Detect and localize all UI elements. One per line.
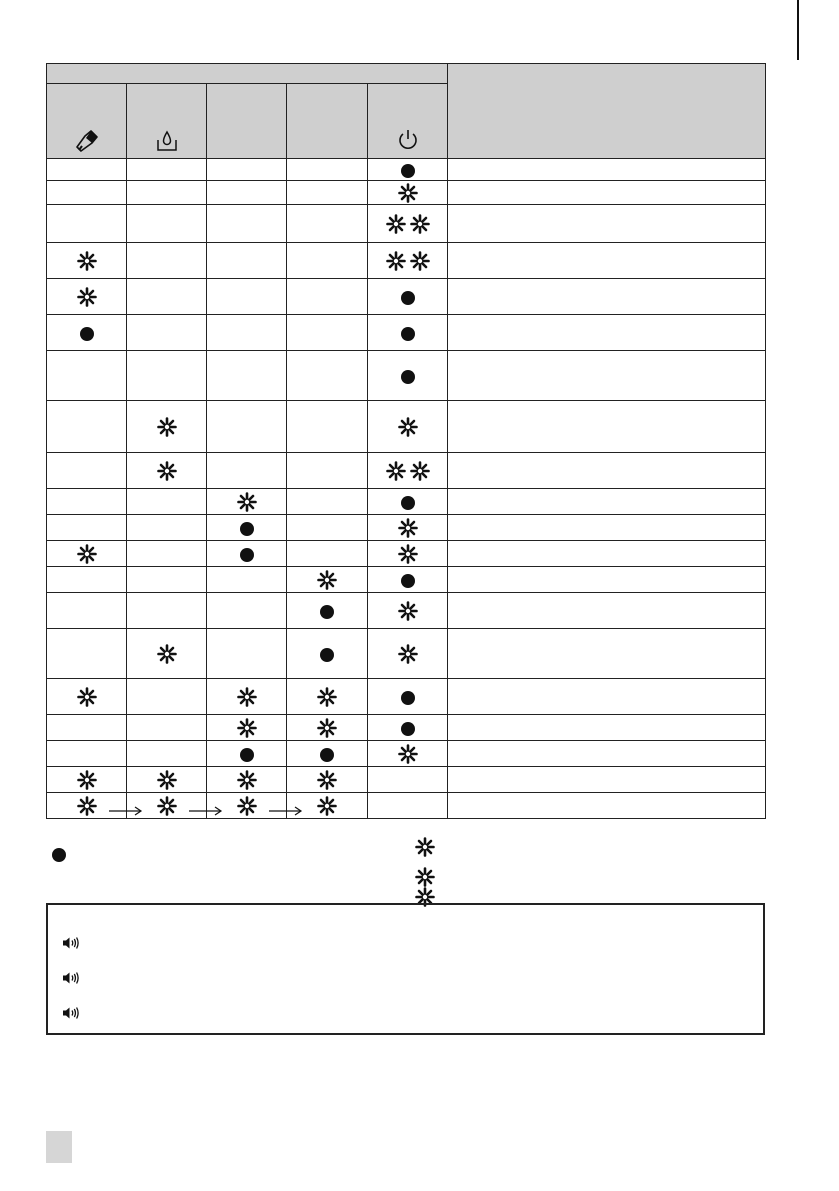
header-power — [368, 84, 448, 159]
indicator-cell — [368, 351, 448, 401]
indicator-cell — [368, 679, 448, 715]
indicator-cell — [47, 593, 127, 629]
dot-on-icon — [240, 548, 254, 562]
description-cell — [448, 629, 766, 679]
indicator-cell — [47, 243, 127, 279]
indicator-cell — [47, 515, 127, 541]
legend-flashing — [415, 836, 435, 857]
indicator-cell — [368, 741, 448, 767]
indicator-cell — [207, 541, 287, 567]
sound-icon — [62, 935, 80, 954]
indicator-cell — [47, 181, 127, 205]
indicator-cell — [207, 453, 287, 489]
indicator-cell — [287, 279, 368, 315]
indicator-cell — [207, 715, 287, 741]
table-row — [47, 593, 766, 629]
dot-on-icon — [80, 327, 94, 341]
flashing-icon — [317, 796, 337, 816]
indicator-cell — [368, 541, 448, 567]
indicator-cell — [127, 741, 207, 767]
indicator-cell — [127, 515, 207, 541]
indicator-cell — [368, 279, 448, 315]
indicator-cell — [127, 279, 207, 315]
table-row — [47, 629, 766, 679]
rinse-aid-icon — [74, 128, 100, 152]
fast-flashing-icon — [410, 214, 430, 234]
description-cell — [448, 489, 766, 515]
table-row — [47, 515, 766, 541]
indicator-cell — [287, 205, 368, 243]
dot-on-icon — [401, 370, 415, 384]
description-cell — [448, 159, 766, 181]
dot-on-icon — [401, 496, 415, 510]
indicator-cell — [47, 159, 127, 181]
arrow-icon — [269, 801, 303, 811]
indicator-cell — [47, 629, 127, 679]
indicator-cell — [207, 279, 287, 315]
table-row — [47, 401, 766, 453]
sound-notes-box — [46, 903, 765, 1035]
description-cell — [448, 741, 766, 767]
indicator-cell — [368, 793, 448, 819]
flashing-icon — [157, 770, 177, 790]
indicator-cell — [207, 243, 287, 279]
indicator-cell — [207, 629, 287, 679]
fast-flashing-icon — [386, 251, 406, 271]
table-row — [47, 279, 766, 315]
description-cell — [448, 793, 766, 819]
table-row — [47, 159, 766, 181]
indicator-cell — [47, 679, 127, 715]
indicator-cell — [287, 715, 368, 741]
description-cell — [448, 767, 766, 793]
indicator-cell — [287, 767, 368, 793]
indicator-cell — [287, 567, 368, 593]
description-cell — [448, 351, 766, 401]
indicator-cell — [47, 489, 127, 515]
flashing-icon — [157, 796, 177, 816]
description-cell — [448, 315, 766, 351]
indicator-cell — [368, 181, 448, 205]
indicator-cell — [368, 489, 448, 515]
table-row — [47, 351, 766, 401]
table-row — [47, 453, 766, 489]
indicator-cell — [368, 629, 448, 679]
indicator-cell — [127, 715, 207, 741]
flashing-icon — [398, 544, 418, 564]
fast-flashing-icon — [410, 251, 430, 271]
table-row — [47, 181, 766, 205]
description-cell — [448, 679, 766, 715]
indicator-cell — [47, 567, 127, 593]
description-cell — [448, 515, 766, 541]
indicator-cell — [127, 629, 207, 679]
cut-line — [797, 0, 799, 60]
indicator-cell — [287, 315, 368, 351]
indicator-cell — [127, 541, 207, 567]
header-col-3 — [207, 84, 287, 159]
description-cell — [448, 593, 766, 629]
indicator-table — [46, 63, 766, 819]
indicator-cell — [127, 159, 207, 181]
indicator-cell — [368, 593, 448, 629]
indicator-cell — [47, 767, 127, 793]
arrow-icon — [189, 801, 223, 811]
flashing-icon — [157, 417, 177, 437]
dot-on-icon — [401, 722, 415, 736]
dot-on-icon — [320, 605, 334, 619]
flashing-icon — [77, 770, 97, 790]
table-row — [47, 741, 766, 767]
dot-on-icon — [320, 748, 334, 762]
indicator-cell — [207, 315, 287, 351]
indicator-cell — [47, 205, 127, 243]
indicator-cell — [47, 401, 127, 453]
flashing-icon — [157, 644, 177, 664]
sound-icon — [62, 1005, 80, 1024]
indicator-cell — [368, 515, 448, 541]
description-cell — [448, 205, 766, 243]
flashing-icon — [237, 687, 257, 707]
flashing-icon — [77, 544, 97, 564]
indicator-cell — [207, 401, 287, 453]
description-cell — [448, 567, 766, 593]
indicator-header — [47, 64, 448, 84]
flashing-icon — [317, 718, 337, 738]
indicator-cell — [287, 541, 368, 567]
table-row — [47, 793, 766, 819]
indicator-cell — [287, 401, 368, 453]
flashing-icon — [317, 687, 337, 707]
indicator-cell — [47, 315, 127, 351]
flashing-icon — [415, 837, 435, 857]
indicator-cell — [207, 767, 287, 793]
fast-flashing-icon — [386, 214, 406, 234]
indicator-cell — [207, 181, 287, 205]
indicator-cell — [287, 629, 368, 679]
dot-on-icon — [401, 291, 415, 305]
table-row — [47, 679, 766, 715]
sound-icon — [62, 970, 80, 989]
dot-on-icon — [240, 522, 254, 536]
flashing-icon — [77, 687, 97, 707]
indicator-cell — [287, 243, 368, 279]
legend-on — [52, 844, 66, 863]
indicator-cell — [368, 715, 448, 741]
flashing-icon — [398, 601, 418, 621]
indicator-cell — [368, 159, 448, 181]
description-cell — [448, 279, 766, 315]
flashing-icon — [398, 417, 418, 437]
indicator-cell — [287, 793, 368, 819]
indicator-cell — [127, 401, 207, 453]
page-number-box — [46, 1131, 72, 1163]
indicator-cell — [368, 243, 448, 279]
indicator-cell — [127, 315, 207, 351]
table-row — [47, 315, 766, 351]
dot-on-icon — [52, 848, 66, 862]
indicator-cell — [127, 453, 207, 489]
flashing-icon — [237, 770, 257, 790]
description-header — [448, 64, 766, 159]
indicator-cell — [47, 541, 127, 567]
indicator-cell — [368, 205, 448, 243]
indicator-cell — [47, 279, 127, 315]
indicator-cell — [287, 159, 368, 181]
description-cell — [448, 541, 766, 567]
fast-flashing-icon — [410, 461, 430, 481]
indicator-cell — [47, 453, 127, 489]
dot-on-icon — [401, 164, 415, 178]
description-cell — [448, 243, 766, 279]
indicator-cell — [287, 679, 368, 715]
flashing-icon — [77, 796, 97, 816]
table-row — [47, 567, 766, 593]
indicator-cell — [47, 351, 127, 401]
description-cell — [448, 453, 766, 489]
indicator-cell — [368, 767, 448, 793]
header-salt — [127, 84, 207, 159]
power-icon — [396, 128, 420, 152]
flashing-icon — [398, 518, 418, 538]
indicator-cell — [127, 567, 207, 593]
indicator-cell — [47, 715, 127, 741]
indicator-cell — [207, 593, 287, 629]
salt-icon — [156, 130, 178, 152]
indicator-cell — [207, 515, 287, 541]
note-line-3 — [62, 1005, 80, 1024]
flashing-icon — [237, 718, 257, 738]
dot-on-icon — [401, 691, 415, 705]
indicator-cell — [127, 767, 207, 793]
table-row — [47, 767, 766, 793]
indicator-cell — [287, 351, 368, 401]
indicator-cell — [287, 515, 368, 541]
table-row — [47, 243, 766, 279]
dot-on-icon — [320, 648, 334, 662]
dot-on-icon — [240, 748, 254, 762]
flashing-icon — [237, 796, 257, 816]
indicator-cell — [287, 489, 368, 515]
description-cell — [448, 715, 766, 741]
dot-on-icon — [401, 574, 415, 588]
indicator-cell — [287, 593, 368, 629]
indicator-cell — [287, 453, 368, 489]
indicator-cell — [207, 159, 287, 181]
indicator-cell — [207, 741, 287, 767]
indicator-cell — [287, 181, 368, 205]
flashing-icon — [237, 492, 257, 512]
indicator-cell — [127, 593, 207, 629]
flashing-icon — [398, 183, 418, 203]
flashing-icon — [157, 461, 177, 481]
flashing-icon — [398, 744, 418, 764]
table-row — [47, 205, 766, 243]
indicator-cell — [127, 243, 207, 279]
indicator-cell — [127, 489, 207, 515]
indicator-cell — [207, 205, 287, 243]
indicator-cell — [207, 351, 287, 401]
header-col-4 — [287, 84, 368, 159]
flashing-icon — [77, 251, 97, 271]
flashing-icon — [77, 287, 97, 307]
dot-on-icon — [401, 327, 415, 341]
arrow-icon — [109, 801, 143, 811]
header-rinse-aid — [47, 84, 127, 159]
note-line-1 — [62, 935, 80, 954]
indicator-cell — [368, 453, 448, 489]
indicator-cell — [207, 679, 287, 715]
indicator-cell — [47, 741, 127, 767]
indicator-cell — [207, 567, 287, 593]
table-row — [47, 541, 766, 567]
indicator-cell — [368, 315, 448, 351]
description-cell — [448, 401, 766, 453]
description-cell — [448, 181, 766, 205]
indicator-cell — [287, 741, 368, 767]
note-line-2 — [62, 970, 80, 989]
legend-fast-flashing — [413, 866, 437, 907]
table-row — [47, 489, 766, 515]
indicator-cell — [127, 181, 207, 205]
indicator-cell — [368, 401, 448, 453]
indicator-cell — [207, 489, 287, 515]
indicator-cell — [127, 351, 207, 401]
flashing-icon — [317, 770, 337, 790]
flashing-icon — [317, 570, 337, 590]
indicator-cell — [127, 205, 207, 243]
flashing-icon — [398, 644, 418, 664]
fast-flashing-icon — [386, 461, 406, 481]
indicator-cell — [127, 679, 207, 715]
indicator-cell — [368, 567, 448, 593]
fast-flashing-icon — [415, 867, 435, 887]
table-row — [47, 715, 766, 741]
